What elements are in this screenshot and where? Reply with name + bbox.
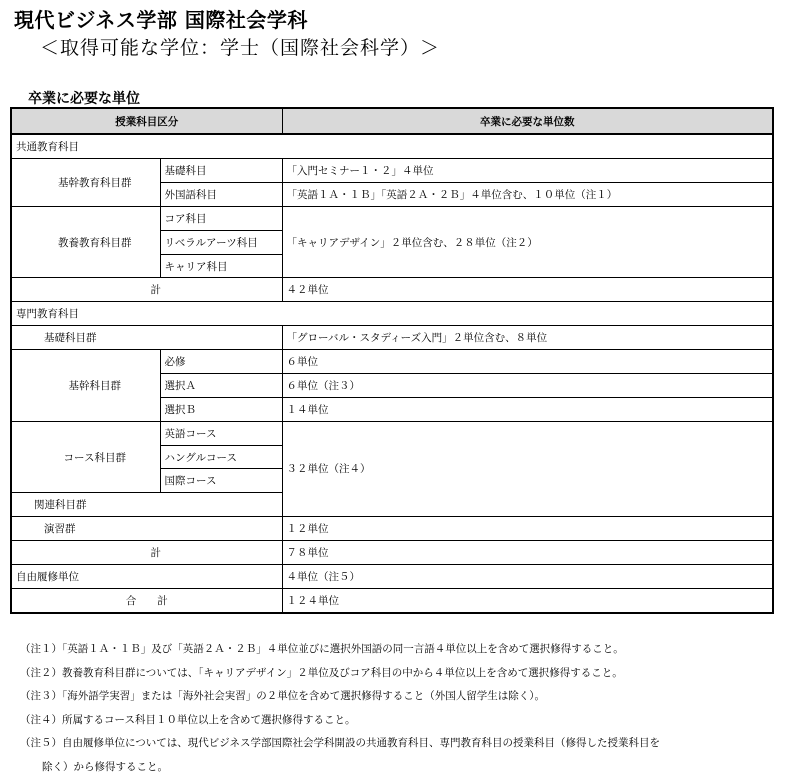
note-1: （注１）「英語１Ａ・１Ｂ」及び「英語２Ａ・２Ｂ」４単位並びに選択外国語の同一言語４単位以上を含めて選択修得すること。 bbox=[20, 643, 624, 655]
related-group-label: 関連科目群 bbox=[30, 493, 282, 517]
common-education-label: 共通教育科目 bbox=[11, 134, 282, 159]
indent-cell bbox=[11, 159, 30, 207]
senmon-total-credits: ７８単位 bbox=[282, 541, 773, 565]
kyoyo-group-credits: 「キャリアデザイン」２単位含む、２８単位（注２） bbox=[282, 206, 773, 278]
kikan-group-label: 基幹教育科目群 bbox=[30, 159, 160, 207]
required-credits: ６単位 bbox=[282, 350, 773, 374]
indent-cell bbox=[11, 206, 30, 278]
indent-cell bbox=[11, 350, 30, 422]
course-group-label: コース科目群 bbox=[30, 421, 160, 493]
column-header-category: 授業科目区分 bbox=[11, 108, 282, 134]
career-subject-label: キャリア科目 bbox=[160, 254, 282, 278]
note-5-continuation: 除く）から修得すること。 bbox=[42, 760, 168, 773]
free-credits-label: 自由履修単位 bbox=[11, 564, 282, 588]
required-label: 必修 bbox=[160, 350, 282, 374]
core-subject-label: コア科目 bbox=[160, 206, 282, 230]
seminar-group-credits: １２単位 bbox=[282, 517, 773, 541]
indent-cell bbox=[11, 421, 30, 493]
common-total-credits: ４２単位 bbox=[282, 278, 773, 302]
elective-a-label: 選択Ａ bbox=[160, 373, 282, 397]
grand-total-label: 合 計 bbox=[11, 588, 282, 613]
kiso-subject-credits: 「入門セミナー１・２」４単位 bbox=[282, 159, 773, 183]
indent-cell bbox=[11, 541, 30, 565]
senmon-kiso-group-credits: 「グローバル・スタディーズ入門」２単位含む、８単位 bbox=[282, 326, 773, 350]
kyoyo-group-label: 教養教育科目群 bbox=[30, 206, 160, 278]
section-title: 卒業に必要な単位 bbox=[28, 91, 140, 107]
senmon-kiso-group-label bbox=[30, 326, 282, 350]
grand-total-credits: １２４単位 bbox=[282, 588, 773, 613]
footnotes bbox=[20, 638, 660, 779]
indent-cell bbox=[11, 517, 30, 541]
senmon-kikan-group-label: 基幹科目群 bbox=[30, 350, 160, 422]
hangul-course-label: ハングルコース bbox=[160, 445, 282, 469]
course-group-credits: ３２単位（注４） bbox=[282, 421, 773, 517]
international-course-label: 国際コース bbox=[160, 469, 282, 493]
senmon-education-label: 専門教育科目 bbox=[11, 302, 282, 326]
liberal-arts-label: リベラルアーツ科目 bbox=[160, 230, 282, 254]
blank-cell bbox=[282, 302, 773, 326]
note-4: （注４）所属するコース科目１０単位以上を含めて選択修得すること。 bbox=[20, 713, 356, 726]
elective-b-label: 選択Ｂ bbox=[160, 397, 282, 421]
seminar-group-label bbox=[30, 517, 282, 541]
elective-a-credits: ６単位（注３） bbox=[282, 373, 773, 397]
english-course-label: 英語コース bbox=[160, 421, 282, 445]
graduation-credits-table bbox=[10, 107, 774, 614]
note-2: （注２）教養教育科目群については、「キャリアデザイン」２単位及びコア科目の中から４単位以上を含めて選択修得すること。 bbox=[20, 666, 623, 679]
indent-cell bbox=[11, 326, 30, 350]
column-header-credits: 卒業に必要な単位数 bbox=[282, 108, 773, 134]
senmon-kiso-group-text: 基礎科目群 bbox=[44, 332, 97, 345]
foreign-language-label: 外国語科目 bbox=[160, 182, 282, 206]
note-3: （注３）「海外語学実習」または「海外社会実習」の２単位を含めて選択修得すること（外国人留学生は除く）。 bbox=[20, 690, 545, 702]
common-total-label: 計 bbox=[30, 278, 282, 302]
page-title: 現代ビジネス学部 国際社会学科 bbox=[14, 8, 308, 32]
degree-subtitle: ＜取得可能な学位：学士（国際社会科学）＞ bbox=[40, 37, 441, 59]
free-credits-value: ４単位（注５） bbox=[282, 564, 773, 588]
foreign-language-credits: 「英語１Ａ・１Ｂ」「英語２Ａ・２Ｂ」４単位含む、１０単位（注１） bbox=[282, 182, 773, 206]
table-header-row bbox=[11, 108, 773, 134]
seminar-group-text: 演習群 bbox=[44, 523, 76, 536]
blank-cell bbox=[282, 134, 773, 159]
senmon-total-label: 計 bbox=[30, 541, 282, 565]
elective-b-credits: １４単位 bbox=[282, 397, 773, 421]
note-5: （注５）自由履修単位については、現代ビジネス学部国際社会学科開設の共通教育科目、専門教育科目の授業科目（修得した授業科目を bbox=[20, 737, 660, 749]
indent-cell bbox=[11, 278, 30, 302]
kiso-subject-label: 基礎科目 bbox=[160, 159, 282, 183]
indent-cell bbox=[11, 493, 30, 517]
